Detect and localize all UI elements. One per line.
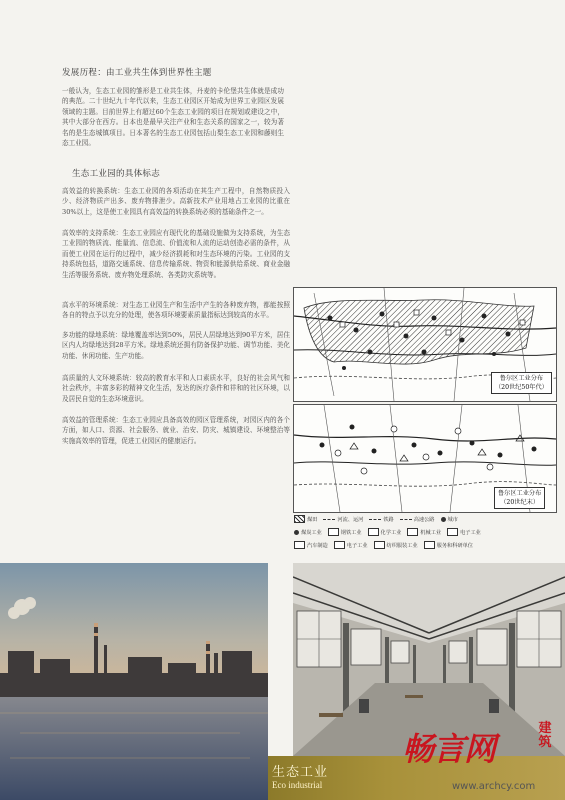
legend-item: [369, 515, 393, 523]
legend-label: 城市: [447, 516, 458, 523]
electronic-industry-icon: [334, 541, 345, 549]
paragraph-history: 一般认为，生态工业园的雏形是工业共生体，丹麦的卡伦堡共生体就是成功的典范。二十世纪九十年代以来，生态工业园区开始成为世界工业园区发展领域的主题。目前世界上有超过60个生态工业园的项目在规划或建设之中，其中大部分在西方。日本也是最早关注产业和生态关系的国家之一，较为著名的是生态城镇项目。日本著名的生态工业园包括山梨生态工业园和藤则生态工业园。: [62, 87, 284, 148]
legend-item: [323, 515, 363, 523]
machinery-industry-icon: [407, 528, 418, 536]
legend-row-1: [294, 515, 556, 523]
legend-item: [294, 528, 322, 536]
legend-item: [407, 528, 441, 536]
highway-line-icon: [400, 519, 412, 520]
legend-item: [368, 528, 402, 536]
map-label-late-20th: [494, 487, 545, 509]
legend-item: [447, 528, 481, 536]
car-manufacturing-icon: [294, 541, 305, 549]
textile-industry-icon: [374, 541, 385, 549]
legend-row-2: [294, 528, 556, 536]
map-label-late-20th-line1: 鲁尔区工业分布: [498, 490, 542, 497]
legend-item: [400, 515, 435, 523]
map-ruhr-1950s: [293, 287, 557, 402]
legend-label: 化学工业: [380, 529, 402, 536]
paragraph-management: 高效益的管理系统：生态工业园应具备高效的园区管理系统，对园区内的各个方面，如人口、资源、社会服务、就业、治安、防灾、城镇建设、环境整治等实施高效率的管理，促进工业园区的健康运行。: [62, 416, 290, 445]
map-label-1950s-line2: （20世纪50年代）: [495, 384, 548, 391]
railway-line-icon: [369, 519, 381, 520]
legend-item: [334, 541, 368, 549]
watermark-logo: 畅言网: [402, 730, 496, 768]
legend-label: 纺织服装工业: [386, 542, 418, 549]
legend-label: 服务和科研单位: [436, 542, 473, 549]
legend-item: [328, 528, 362, 536]
legend-label: 电子工业: [460, 529, 481, 536]
paragraph-culture: 高质量的人文环境系统：较高的教育水平和人口素质水平，良好的社会风气和社会秩序，丰富多彩的精神文化生活，发达的医疗条件和祥和的社区环境，以及居民自觉的生态环境意识。: [62, 374, 290, 403]
map-ruhr-late-20th: [293, 404, 557, 513]
chemical-industry-icon: [368, 528, 379, 536]
map-legend: [294, 515, 556, 557]
legend-item: [294, 541, 328, 549]
legend-label: 机械工业: [420, 529, 442, 536]
electronics-industry-icon: [447, 528, 458, 536]
legend-label: 铁路: [383, 516, 394, 523]
watermark-url: www.archcy.com: [452, 781, 536, 792]
legend-label: 高速公路: [413, 516, 435, 523]
legend-label: 煤田: [307, 516, 318, 523]
paragraph-conversion: 高效益的转换系统：生态工业园的各项活动在其生产工程中，自然物质投入少、经济物质产出多、废弃物排泄少。高新技术产业用地占工业园的比重在30%以上，这是使工业园具有高效益的转换系统必须的基础条件之一。: [62, 187, 290, 216]
legend-item: [441, 515, 458, 523]
watermark-side-label: 建筑: [538, 721, 552, 750]
coalfield-swatch-icon: [294, 515, 305, 523]
steel-industry-icon: [328, 528, 339, 536]
paragraph-greenspace: 多功能的绿地系统：绿地覆盖率达到50%，居民人居绿地达到90平方米，居住区内人均绿地达到28平方米。绿地系统还拥有防备保护功能、调节功能、美化功能、休闲功能、生产功能。: [62, 331, 290, 360]
footer-title: 生态工业: [272, 765, 329, 780]
research-unit-icon: [424, 541, 435, 549]
legend-row-3: [294, 541, 556, 549]
legend-item: [374, 541, 418, 549]
section-heading-history: 发展历程：由工业共生体到世界性主题: [62, 68, 212, 78]
legend-label: 河流、运河: [337, 516, 364, 523]
legend-label: 汽车制造: [307, 542, 328, 549]
legend-label: 煤炭工业: [301, 529, 322, 536]
legend-label: 电子工业: [346, 542, 368, 549]
map-label-1950s: [491, 372, 552, 394]
coal-industry-icon: [294, 530, 299, 535]
photo-industrial-waterfront: [0, 563, 268, 800]
photo-industrial-waterfront-drawing: [0, 563, 268, 800]
legend-item: [294, 515, 317, 523]
legend-item: [424, 541, 473, 549]
legend-label: 钢铁工业: [340, 529, 362, 536]
paragraph-environment: 高水平的环境系统：对生态工业园生产和生活中产生的各种废弃物，都能按照各自的特点予以充分的处理，使各项环境要素质量指标达到较高的水平。: [62, 301, 290, 320]
paragraph-support: 高效率的支持系统：生态工业园应有现代化的基础设施做为支持系统，为生态工业园的物质流、能量流、信息流、价值流和人流的运动创造必需的条件，从而使工业园在运行的过程中，减少经济损耗和对生态环境的污染。工业园的支持系统包括，道路交通系统、信息传输系统、物资和能源供给系统、商业金融生活等服务系统、废弃物处理系统、各类防灾系统等。: [62, 229, 290, 279]
section-heading-indicators: 生态工业园的具体标志: [72, 169, 161, 179]
footer-subtitle: Eco industrial: [272, 780, 323, 790]
river-line-icon: [323, 519, 335, 520]
city-dot-icon: [441, 517, 446, 522]
map-label-late-20th-line2: （20世纪末）: [500, 499, 540, 506]
map-label-1950s-line1: 鲁尔区工业分布: [499, 375, 544, 382]
